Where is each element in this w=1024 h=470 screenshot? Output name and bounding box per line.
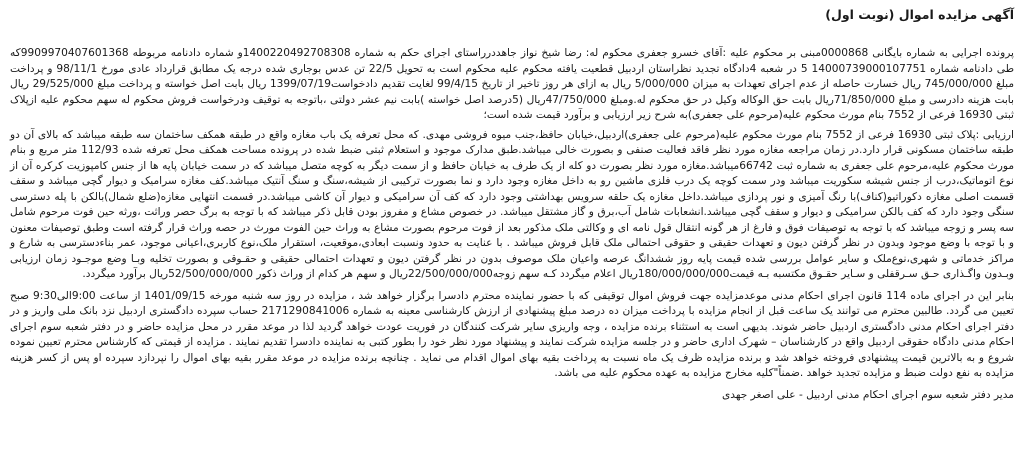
case-intro-paragraph: پرونده اجرایی به شماره بایگانی 0000868مبنی بر محکوم علیه :آقای خسرو جعفری محکوم له: رضا شیخ نواز جاهددرراستای اجرای حکم به شماره 1400220492708308و شماره دادنامه مربوطه 9909970407601368که طی دادنامه شماره 14000739000107751 5 در شعبه 4دادگاه تجدید نظراستان اردبیل قطعیت یافته محکوم علیه محکوم است به تحویل 22/5 تن عدس بوجاری شده درجه یک مطابق قرارداد عادی مورخ 98/11/1 و پرداخت مبلغ 745/000/000 ریال خسارت حاصله از عدم اجرای تعهدات به میزان 5/000/000 ریال به ازای هر روز تاخیر از تاریخ 99/4/15 لغایت تقدیم دادخواست1399/07/19 ریال بابت اصل خواسته و پرداخت مبلغ 29/525/000 ریال بابت هزینه دادرسی و مبلغ 71/850/000ریال بابت حق الوکاله وکیل در حق محکوم له.ومبلغ 47/750/000ریال (5درصد اصل خواسته )بابت نیم عشر دولتی ،باتوجه به توقیف ودرخواست فروش محکوم له سهم محکوم علیه ازپلاک ثبتی 16930 فرعی از 7552 بنام مورث محکوم علیه(مرحوم علی جعفری)به شرح زیر ارزیابی و برآورد قیمت شده است؛ <box>10 47 1015 121</box>
notice-title: آگهی مزایده اموال (نوبت اول) <box>825 7 1014 22</box>
property-valuation-paragraph: ارزیابی :پلاک ثبتی 16930 فرعی از 7552 بنام مورث محکوم علیه(مرحوم علی جعفری)اردبیل،خیابان حافظ،جنب میوه فروشی مهدی. که محل تعرفه یک باب مغازه واقع در طبقه همکف ساختمان سه طبقه میباشد که بالای آن دو طبقه ساختمان مسکونی قرار دارد.در زمان مراجعه مغازه مورد نظر فاقد فعالیت صنفی و بصورت خالی میباشد.طبق مدارک موجود و استعلام ثبتی ضبط شده در پرونده مساحت همکف محل تعرفه شده 112/93 متر مربع و بنام مورث محکوم علیه،مرحوم علی جعفری به شماره ثبت 66742میباشد.مغازه مورد نظر بصورت دو کله از یک طرف به خیابان حافظ و از سمت دیگر به کوچه متصل میباشد که در سمت خیابان پایه ها از جنس کامپوزیت کرکره آن از نوع اتوماتیک،درب از جنس شیشه سکوریت میباشد ودر سمت کوچه یک درب فلزی ماشین رو به داخل مغازه وجود دارد و نما بصورت ترکیبی از شیشه،سنگ و سنگ آنتیک میباشد.کف مغازه سرامیک و دیوار گچی میباشد و سقف قسمت اصلی مغازه دکوراتیو(کناف)با رنگ آمیزی و نور پردازی میباشد.داخل مغازه یک حلقه سرویس بهداشتی وجود دارد که کف آن سرامیکی و دیوار آن کاشی میباشد.در قسمت انتهایی مغازه(ضلع شمال)بالکن با پله دسترسی سنگی وجود دارد که کف بالکن سرامیکی و دیوار و سقف گچی میباشد.انشعابات شامل آب،برق و گاز مشتقل میباشد. در خصوص مشاع و مفروز بودن قابل ذکر میباشد که با توجه به برگ حصر وراثت ،ورثه حین فوت مرحوم شامل سه پسر و زوجه میباشد که با توجه به توصیفات فوق و فارغ از هر گونه انتقال قول نامه ای و وکالتی ملک مذکور بعد از فوت مرحوم بصورت مشاع به وراث حین الفوت مورث در حصه وراث قرار گرفته است وطبق توصیفات معنون و با توجه با وضع موجود وبدون در نظر گرفتن دیون و تعهدات حقیقی و حقوقی احتمالی ملک قابل فروش میباشد . با عنایت به حدود ونسبت ابعادی،موقعیت، استقرار ملک،نوع کاربری،اعیانی موجود، عمر بناءدسترسی به شارع و مراکز خدماتی و شهری،نوع‌ملک و سایر عوامل بررسی شده قیمت پایه روز ششدانگ عرصه واعیان ملک موصوف بدون در نظر گرفتن دیون و تعهدات احتمالی حقیقی و حقـوقی و بصورت تخلیه وبـا وضع موجـود زمان ارزیابی وبـدون واگـذاری حـق سـرقفلی و سـایر حقـوق مکتسبه بـه قیمت180/000/000/000ریال اعلام میگردد کـه سهم زوجه22/500/000/000ریال و سهم هر کدام از وراث ذکور 52/500/000/000ریال برآورد میگردد. <box>10 128 1014 280</box>
auction-terms-paragraph: بنابر این در اجرای ماده 114 قانون اجرای احکام مدنی موعدمزایده جهت فروش اموال توقیفی که با حضور نماینده محترم دادسرا برگزار خواهد شد ، مزایده در روز سه شنبه مورخه 1401/09/15 از ساعت 9:00الی9:30 صبح تعیین می گردد. طالبین محترم می توانند یک ساعت قبل از انجام مزایده با پرداخت میزان ده درصد مبلغ پیشنهادی از ارزش کارشناسی معینه به شماره 2171290841006 حساب سپرده دادگستری اردبیل نزد بانک ملی واریز و در دفتر اجرای احکام مدنی دادگستری اردبیل حاضر شوند. بدیهی است به استثناء برنده مزایده ، وجه واریزی سایر شرکت کنندگان در فوریت عودت خواهد گردید لذا در موعد مقرر در محل مزایده حاضر و در دفتر شعبه سوم اجرای احکام مدنی دادگاه حقوقی اردبیل واقع در کارشناسان – شهرک اداری حاضر و در جلسه مزایده شرکت نمایند و پیشنهاد مورد نظر خود را بطور کتبی به نماینده دادسرا تقدیم نمایند . مزایده از قیمتی که کارشناس محترم تعیین نموده شروع و به بالاترین قیمت پیشنهادی فروخته خواهد شد و برنده مزایده ظرف یک ماه نسبت به پرداخت بقیه بهای اموال اقدام می نماید . چنانچه برنده مزایده در موعد مقرر بقیه بهای اموال را نپردازد سپرده او پس از کسر هزینه مزایده به نفع دولت ضبط و مزایده تجدید خواهد .ضمناً"کلیه مخارج مزایده به عهده محکوم علیه می باشد. <box>10 289 1014 379</box>
signature-line: مدیر دفتر شعبه سوم اجرای احکام مدنی اردبیل - علی اصغر جهدی <box>722 388 1014 401</box>
